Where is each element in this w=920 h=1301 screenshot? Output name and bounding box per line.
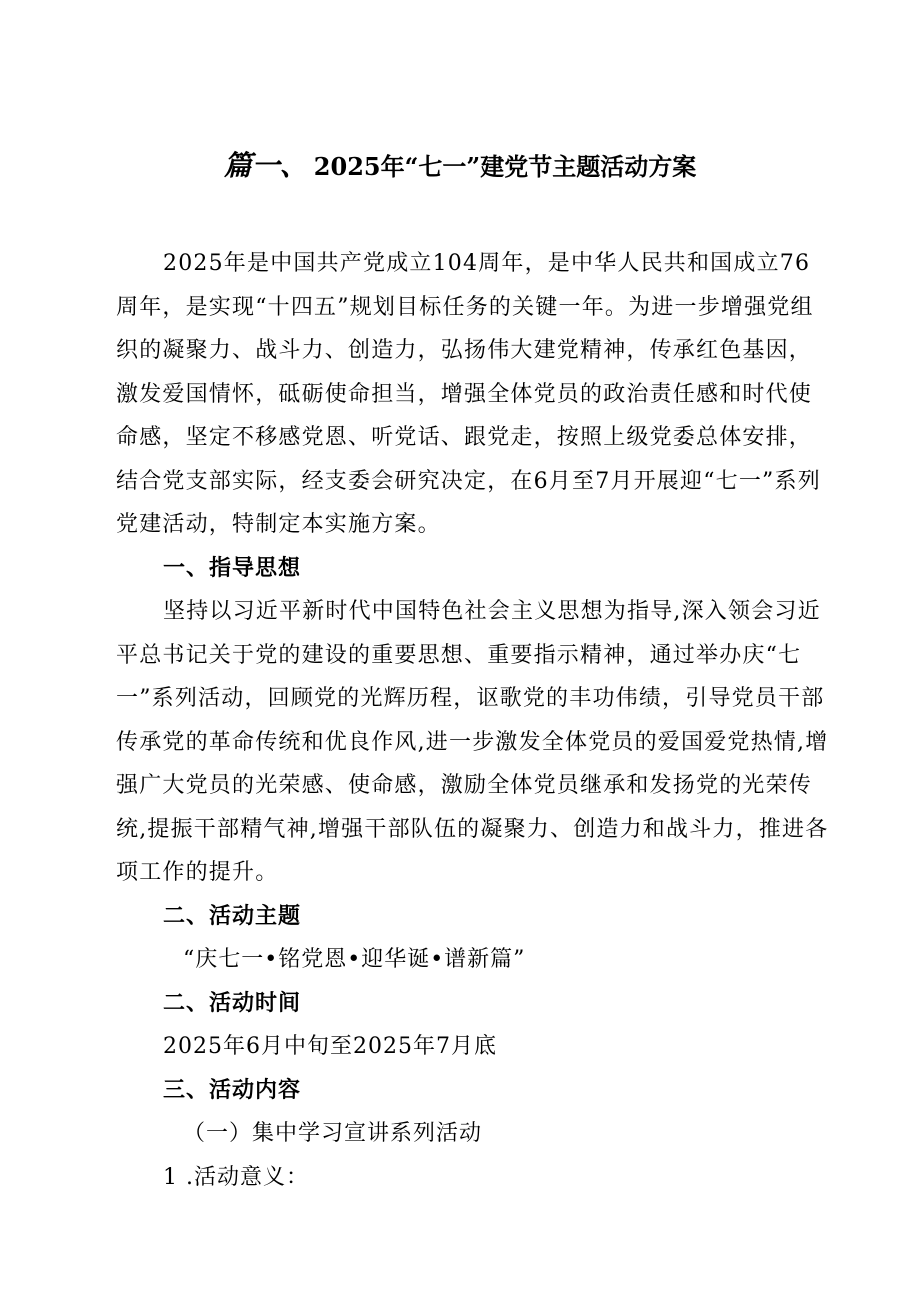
content-subheading-1: （一）集中学习宣讲系列活动 <box>183 1121 483 1146</box>
document-body <box>116 242 833 1199</box>
title-prefix: 篇一、 <box>223 149 308 182</box>
guiding-paragraph: 坚持以习近平新时代中国特色社会主义思想为指导,深入领会习近平总书记关于党的建设的重要思想、重要指示精神，通过举办庆“七一”系列活动，回顾党的光辉历程，讴歌党的丰功伟绩，引导党员干部传承党的革命传统和优良作风,进一步激发全体党员的爱国爱党热情,增强广大党员的光荣感、使命感，激励全体党员继承和发扬党的光荣传统,提振干部精气神,增强干部队伍的凝聚力、创造力和战斗力，推进各项工作的提升。 <box>116 599 829 885</box>
section-heading-time: 二、活动时间 <box>163 989 302 1016</box>
time-text: 2025年6月中旬至2025年7月底 <box>163 1034 497 1059</box>
section-heading-content: 三、活动内容 <box>163 1076 302 1103</box>
title-main: 2025年“七一”建党节主题活动方案 <box>313 152 697 181</box>
content-item-1: 1 .活动意义： <box>163 1164 309 1190</box>
theme-text: “庆七一•铭党恩•迎华诞•谱新篇” <box>183 947 526 972</box>
document-title <box>0 146 920 187</box>
intro-paragraph: 2025年是中国共产党成立104周年，是中华人民共和国成立76周年，是实现“十四五”规划目标任务的关键一年。为进一步增强党组织的凝聚力、战斗力、创造力，弘扬伟大建党精神，传承红色基因，激发爱国情怀，砥砺使命担当，增强全体党员的政治责任感和时代使命感，坚定不移感党恩、听党话、跟党走，按照上级党委总体安排，结合党支部实际，经支委会研究决定，在6月至7月开展迎“七一”系列党建活动，特制定本实施方案。 <box>116 251 821 537</box>
section-heading-theme: 二、活动主题 <box>163 902 302 929</box>
section-heading-guiding: 一、指导思想 <box>163 554 302 581</box>
